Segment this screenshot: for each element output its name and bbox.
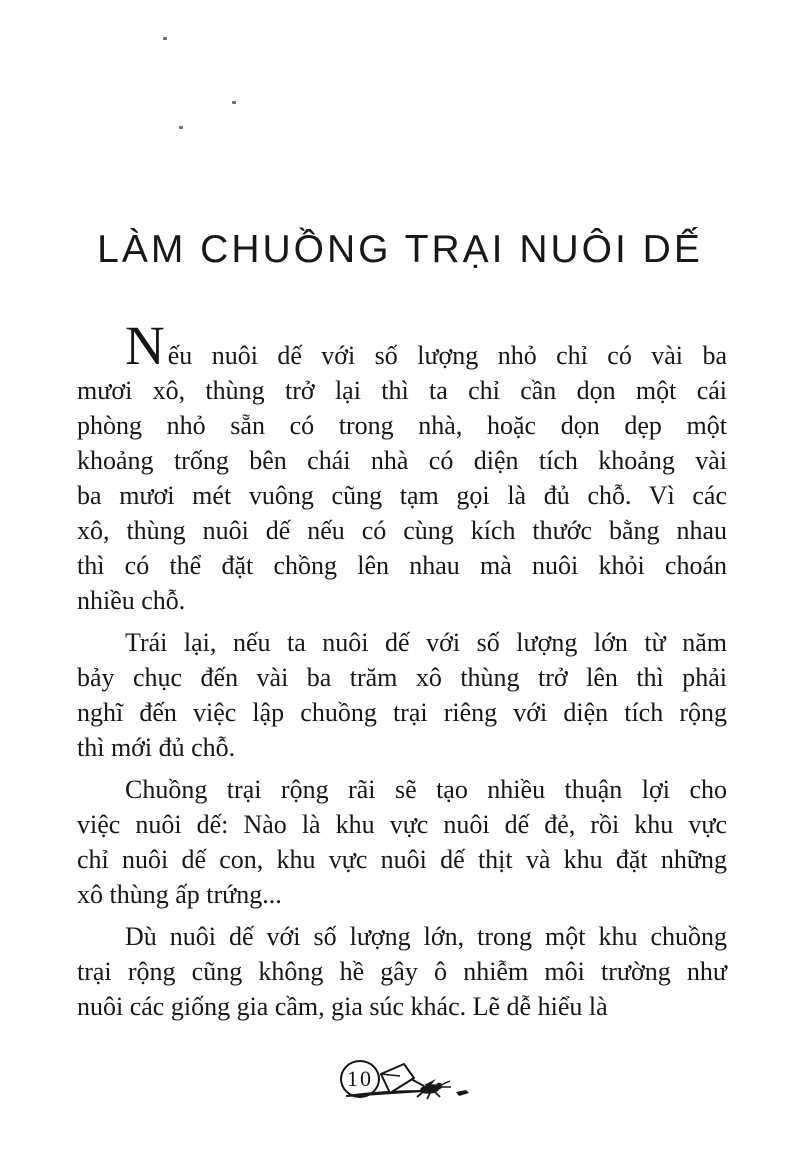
chapter-title: LÀM CHUỒNG TRẠI NUÔI DẾ — [97, 228, 703, 271]
text-line: khoảng trống bên chái nhà có diện tích khoảng vài — [77, 446, 727, 475]
paragraph — [77, 625, 727, 765]
scan-speck — [163, 37, 167, 40]
text-line: chỉ nuôi dế con, khu vực nuôi dế thịt và khu đặt những — [77, 845, 727, 874]
text-line: nuôi các giống gia cầm, gia súc khác. Lẽ dễ hiểu là — [77, 992, 608, 1021]
text-line: Nếu nuôi dế với số lượng nhỏ chỉ có vài ba — [125, 315, 727, 376]
text-line: phòng nhỏ sẵn có trong nhà, hoặc dọn dẹp một — [77, 411, 727, 440]
text-line: xô, thùng nuôi dế nếu có cùng kích thước bằng nhau — [77, 516, 727, 545]
paragraph — [77, 919, 727, 1024]
text-line: trại rộng cũng không hề gây ô nhiễm môi trường như — [77, 957, 727, 986]
cricket-ornament-icon — [378, 1062, 478, 1106]
scan-speck — [179, 126, 183, 129]
drop-cap: N — [125, 315, 166, 376]
text-line: Chuồng trại rộng rãi sẽ tạo nhiều thuận lợi cho — [125, 775, 727, 804]
body-text — [77, 315, 727, 1031]
text-line: xô thùng ấp trứng... — [77, 880, 282, 909]
page-footer — [0, 1058, 800, 1118]
text-line: thì mới đủ chỗ. — [77, 733, 236, 762]
page-number: 10 — [347, 1066, 373, 1091]
text-line: bảy chục đến vài ba trăm xô thùng trở lên thì phải — [77, 663, 727, 692]
text-line: nhiều chỗ. — [77, 586, 186, 615]
text-line: thì có thể đặt chồng lên nhau mà nuôi khỏi choán — [77, 551, 727, 580]
paragraph — [77, 772, 727, 912]
scan-speck — [232, 101, 236, 104]
text-line: Trái lại, nếu ta nuôi dế với số lượng lớn từ năm — [125, 628, 727, 657]
paragraph — [77, 315, 727, 618]
text-line: Dù nuôi dế với số lượng lớn, trong một khu chuồng — [125, 922, 727, 951]
text-line: việc nuôi dế: Nào là khu vực nuôi dế đẻ, rồi khu vực — [77, 810, 727, 839]
text-line: nghĩ đến việc lập chuồng trại riêng với diện tích rộng — [77, 698, 727, 727]
text-line: mươi xô, thùng trở lại thì ta chỉ cần dọn một cái — [77, 376, 727, 405]
text-line: ba mươi mét vuông cũng tạm gọi là đủ chỗ. Vì các — [77, 481, 727, 510]
